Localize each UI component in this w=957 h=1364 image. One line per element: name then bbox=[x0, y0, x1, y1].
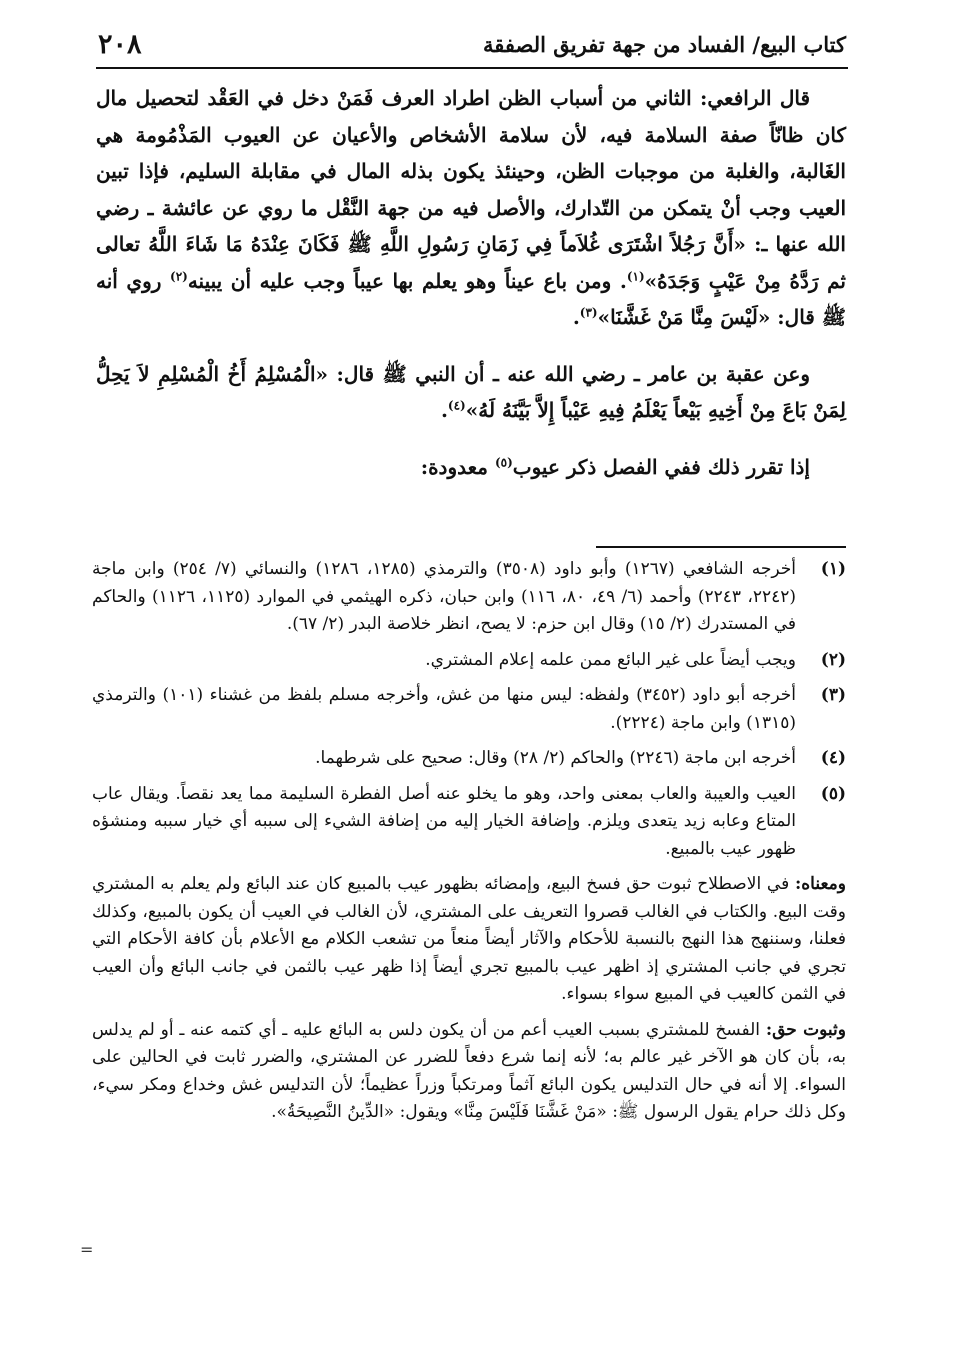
footnote-ref-2[interactable]: (٢) bbox=[170, 268, 188, 283]
footnote-item bbox=[92, 647, 846, 675]
footnote-ref-1[interactable]: (١) bbox=[626, 268, 645, 283]
footnote-text: أخرجه أبو داود (٣٤٥٢) ولفظه: ليس منها من غش، وأخرجه مسلم بلفظ من غشناء (١٠١) والترمذي (١٣١٥) وابن ماجة (٢٢٢٤). bbox=[92, 685, 796, 733]
continuation-mark: = bbox=[80, 1240, 94, 1259]
footnote-text: أخرجه الشافعي (١٢٦٧) وأبو داود (٣٥٠٨) والترمذي (١٢٨٥، ١٢٨٦) والنسائي (٧/ ٢٥٤) وابن ماجة (٢٢٤٢، ٢٢٤٣) وأحمد (٦/ ٤٩، ٨٠، ١١٦) وابن حبان، ذكره الهيثمي في الموارد (١١٢٥، ١١٢٦) والحاكم في المستدرك (٢/ ١٥) وقال ابن حزم: لا يصح، انظر خلاصة البدر (٢/ ٦٧). bbox=[92, 559, 797, 634]
header-rule bbox=[96, 67, 848, 69]
main-paragraph-3: إذا تقرر ذلك ففي الفصل ذكر عيوب$^{(٥)}$ معدودة: bbox=[420, 454, 810, 479]
footnote-lead: وثبوت حق: bbox=[765, 1019, 846, 1040]
footnote-number: (٢) bbox=[820, 649, 846, 670]
footnote-continuation-text: الفسخ للمشتري بسبب العيب أعم من أن يكون دلس به البائع عليه ـ أي كتمه عنه ـ أو لم يدلس به، بأن كان هو الآخر غير عالم به؛ لأنه إنما شرع دفعاً للضرر عن المشتري، والضرر ثابت في الحالين على السواء. إلا أنه في حال التدليس يكون البائع آثماً ومرتكباً وزراً عظيماً؛ لأن التدليس غش وخداع ومكر سيء، وكل ذلك حرام يقول الرسول ﷺ: «مَنْ غَشَّنَا فَلَيْسَ مِنَّا» ويقول: «الدِّينُ النَّصِيحَةُ». bbox=[92, 1019, 846, 1122]
footnote-item bbox=[92, 682, 846, 737]
footnote-continuation bbox=[92, 871, 846, 1009]
running-title: كتاب البيع/ الفساد من جهة تفريق الصفقة bbox=[483, 31, 846, 57]
main-paragraph-1: قال الرافعي: الثاني من أسباب الظن اطراد العرف فَمَنْ دخل في العَقْد لتحصيل مال كان ظانّاً صفة السلامة فيه، لأن سلامة الأشخاص والأعيان عن العيوب المَذْمُومة هي الغَالبة، والغلبة من موجبات الظن، وحينئذ يكون بذله المال في مقابلة السليم، فإذا تبين العيب وجب أنْ يتمكن من التّدارك، والأصل فيه من جهة النَّقْل ما روي عن عائشة ـ رضي الله عنها ـ: «أَنَّ رَجُلاً اشْتَرَى غُلاَماً فِي زَمَانِ رَسُولِ اللَّهِ ﷺ فَكَانَ عِنْدَهُ مَا شَاءَ اللَّهُ تعالى ثم رَدَّهُ مِنْ عَيْبٍ وَجَدَهُ»$^{(١)}$. ومن باع عيناً وهو يعلم بها عيباً وجب عليه أن يبينه$^{(٢)}$ روي أنه ﷺ قال: «لَيْسَ مِنَّا مَنْ غَشَّنَا»$^{(٣)}$. bbox=[96, 86, 846, 329]
footnote-text: ويجب أيضاً على غير البائع ممن علمه إعلام المشتري. bbox=[425, 649, 796, 670]
footnote-separator bbox=[596, 546, 846, 548]
footnote-text: العيب والعيبة والعاب بمعنى واحد، وهو ما يخلو عنه أصل الفطرة السليمة مما يعد نقصاً. ويقال عاب المتاع وعابه زيد يتعدى ويلزم. وإضافة الخيار إليه من إضافة الشيء إلى سببه أي خيار سببه ومنشؤه ظهور عيب بالمبيع. bbox=[92, 783, 796, 859]
footnote-continuation bbox=[92, 1017, 846, 1127]
footnote-item bbox=[92, 556, 846, 639]
main-paragraph-2: وعن عقبة بن عامر ـ رضي الله عنه ـ أن النبي ﷺ قال: «الْمُسْلِمُ أَخُ الْمُسْلِمِ لاَ يَحِلُّ لِمَنْ بَاعَ مِنْ أَخِيهِ بَيْعاً يَعْلَمُ فِيهِ عَيْباً إِلاَّ بَيَّنَهُ لَهُ»$^{(٤)}$. bbox=[96, 361, 846, 422]
footnote-text: أخرجه ابن ماجة (٢٢٤٦) والحاكم (٢/ ٢٨) وقال: صحيح على شرطهما. bbox=[315, 748, 796, 768]
footnote-item bbox=[92, 745, 846, 773]
footnote-number: (١) bbox=[820, 559, 846, 579]
main-text bbox=[96, 80, 846, 485]
footnote-number: (٤) bbox=[820, 748, 846, 768]
footnote-continuation-text: في الاصطلاح ثبوت حق فسخ البيع، وإمضائه بظهور عيب بالمبيع كان عند البائع ولم يعلم به المشتري وقت البيع. والكتاب في الغالب قصروا التعريف على المشتري، لأن الغالب في العيب أن يكون بالمبيع، وكذلك فعلنا، وسننهج هذا النهج بالنسبة للأحكام والآثار أيضاً منعاً من تشعب الكلام مع الأعلام بأن كافة الأحكام التي تجري في جانب المشتري إذ اظهر عيب بالمبيع تجري أيضاً إذا ظهر عيب بالثمن في جانب البائع وأن العيب في الثمن كالعيب في المبيع سواء بسواء. bbox=[92, 874, 846, 1004]
footnotes bbox=[92, 556, 846, 1135]
footnote-number: (٥) bbox=[820, 783, 846, 804]
footnote-ref-4[interactable]: (٤) bbox=[447, 398, 466, 413]
footnote-number: (٣) bbox=[820, 685, 846, 705]
footnote-ref-5[interactable]: (٥) bbox=[494, 454, 513, 469]
footnote-item bbox=[92, 781, 846, 864]
footnote-lead: ومعناه: bbox=[794, 874, 846, 894]
running-header bbox=[98, 22, 846, 66]
page-number: ٢٠٨ bbox=[98, 28, 142, 60]
footnote-ref-3[interactable]: (٣) bbox=[579, 305, 598, 320]
